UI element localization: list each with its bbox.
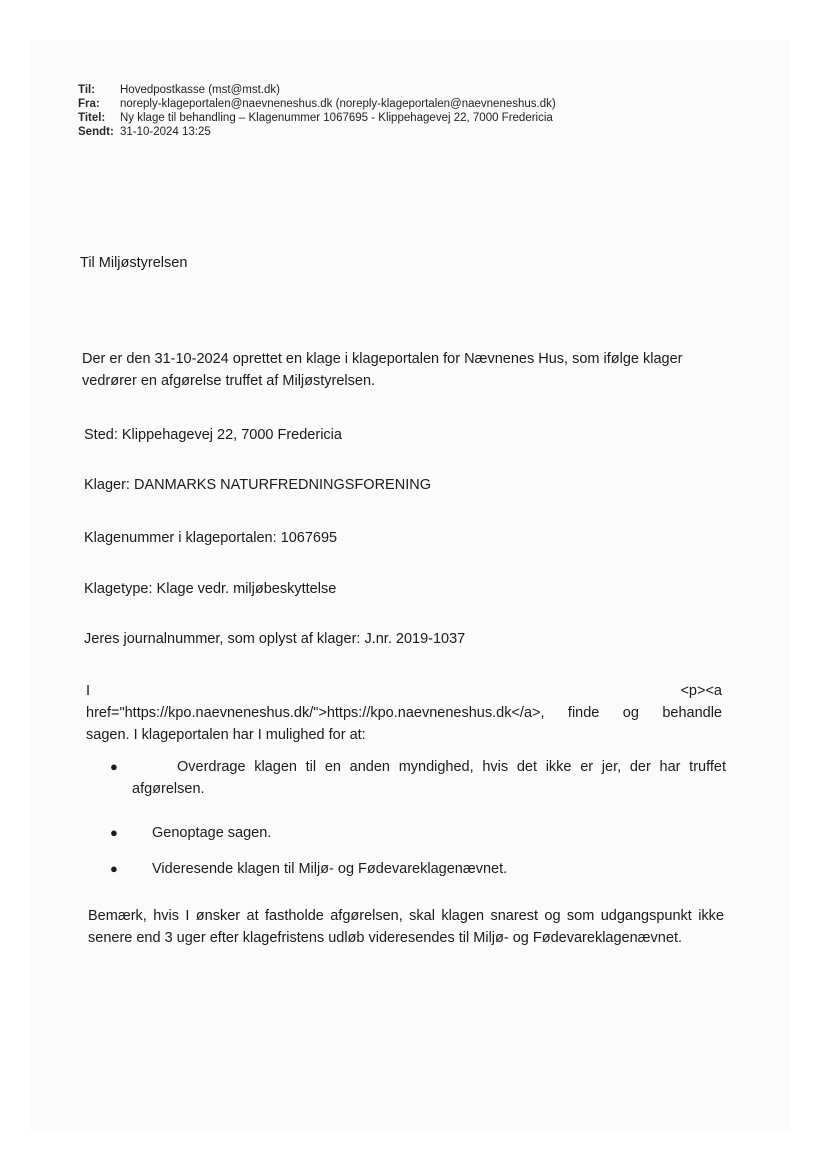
to-label: Til:: [78, 84, 96, 96]
journal-number-field: Jeres journalnummer, som oplyst af klager: J.nr. 2019-1037: [84, 631, 466, 647]
link-line-1: [86, 680, 722, 702]
subject-value: Ny klage til behandling – Klagenummer 1067695 - Klippehagevej 22, 7000 Fredericia: [120, 112, 553, 124]
list-item: [110, 822, 726, 844]
link-line-1-end: <p><a: [680, 683, 722, 699]
header-from-row: [78, 97, 556, 111]
link-line-1-start: I: [86, 683, 91, 699]
header-to-row: [78, 83, 556, 97]
bullet-icon: ●: [110, 825, 118, 840]
header-subject-row: [78, 111, 556, 125]
note-paragraph: [88, 905, 724, 949]
intro-line-1: Der er den 31-10-2024 oprettet en klage i klageportalen for Nævnenes Hus, som ifølge klager: [82, 351, 683, 367]
location-field: Sted: Klippehagevej 22, 7000 Fredericia: [84, 427, 342, 443]
from-value: noreply-klageportalen@naevneneshus.dk (noreply-klageportalen@naevneneshus.dk): [120, 98, 556, 110]
email-header: [78, 83, 556, 139]
header-sent-row: [78, 125, 556, 139]
bullet-3-text: Videresende klagen til Miljø- og Fødevareklagenævnet.: [152, 861, 508, 877]
portal-link-paragraph: [86, 680, 722, 746]
note-line-2: senere end 3 uger efter klagefristens udløb videresendes til Miljø- og Fødevareklagenævnet.: [88, 930, 682, 946]
sent-label: Sendt:: [78, 126, 114, 138]
intro-line-2: vedrører en afgørelse truffet af Miljøstyrelsen.: [82, 373, 376, 389]
link-line-3: sagen. I klageportalen har I mulighed for at:: [86, 727, 366, 743]
bullet-icon: ●: [110, 861, 118, 876]
bullet-icon: ●: [110, 759, 118, 774]
bullet-1-line-2: afgørelsen.: [132, 781, 205, 797]
intro-paragraph: [82, 348, 722, 392]
salutation: Til Miljøstyrelsen: [80, 255, 188, 271]
list-item: [110, 858, 726, 880]
note-line-1: Bemærk, hvis I ønsker at fastholde afgørelsen, skal klagen snarest og som udgangspunkt ikke: [88, 908, 724, 924]
from-label: Fra:: [78, 98, 100, 110]
complainant-field: Klager: DANMARKS NATURFREDNINGSFORENING: [84, 477, 431, 493]
case-number-field: Klagenummer i klageportalen: 1067695: [84, 530, 338, 546]
bullet-2-text: Genoptage sagen.: [152, 825, 272, 841]
to-value: Hovedpostkasse (mst@mst.dk): [120, 84, 280, 96]
complaint-type-field: Klagetype: Klage vedr. miljøbeskyttelse: [84, 581, 337, 597]
sent-value: 31-10-2024 13:25: [120, 126, 211, 138]
link-line-2: href="https://kpo.naevneneshus.dk/">https://kpo.naevneneshus.dk</a>, finde og behandle: [86, 705, 722, 721]
bullet-1-line-1: Overdrage klagen til en anden myndighed, hvis det ikke er jer, der har truffet: [177, 759, 726, 775]
list-item: [110, 756, 726, 800]
options-list: [110, 756, 726, 880]
subject-label: Titel:: [78, 112, 106, 124]
